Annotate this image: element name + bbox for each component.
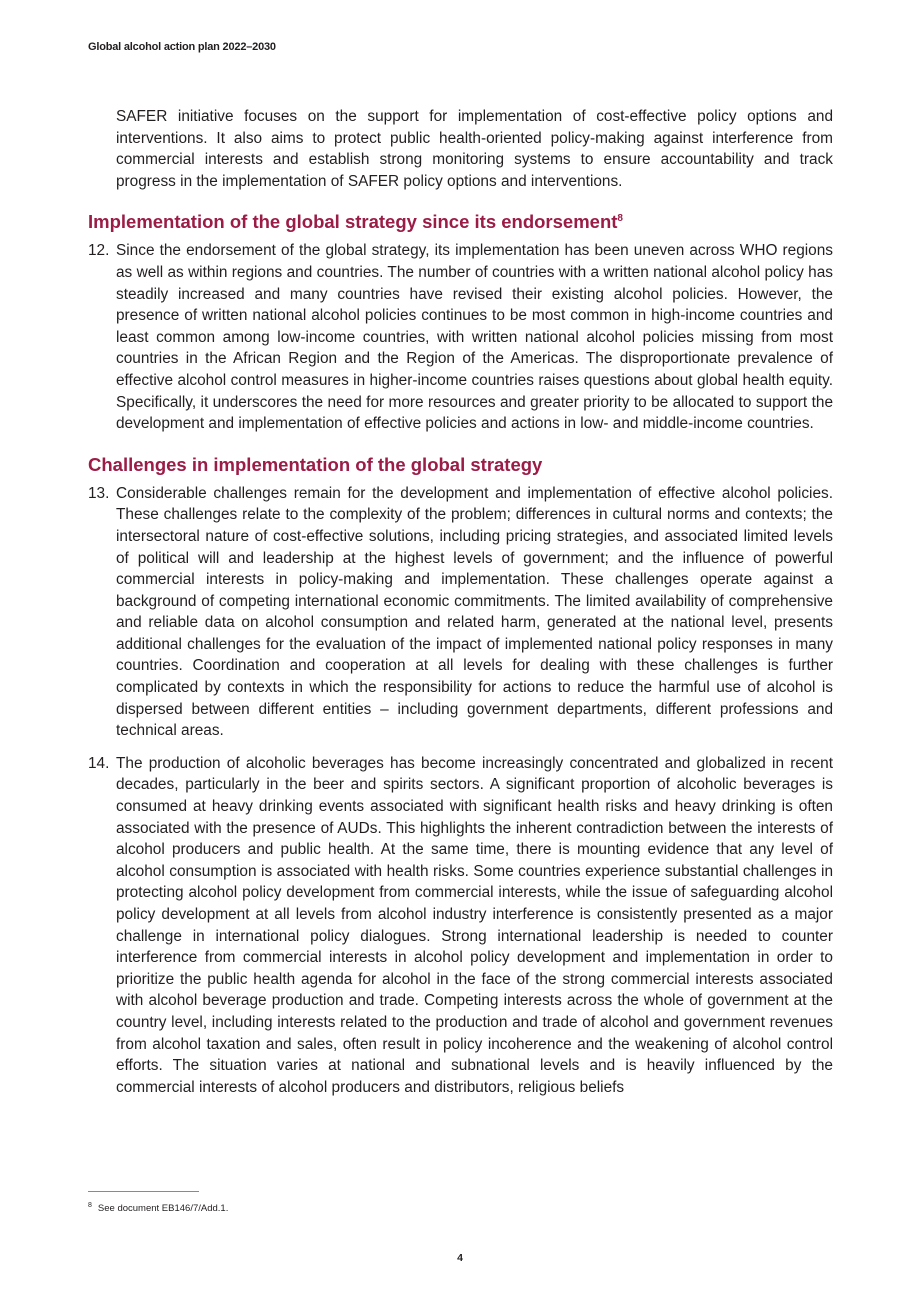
numbered-paragraph-14 — [88, 753, 833, 1099]
numbered-paragraph-13 — [88, 483, 833, 742]
paragraph-number: 12. — [88, 242, 110, 260]
intro-paragraph: SAFER initiative focuses on the support for implementation of cost-effective policy options and interventions. It also aims to protect public health-oriented policy-making against interference from commercial interests and establish strong monitoring systems to ensure accountability and track progress in the implementation of SAFER policy options and interventions. — [116, 108, 833, 190]
footnote — [88, 1203, 228, 1214]
paragraph-text: The production of alcoholic beverages has become increasingly concentrated and globalized in recent decades, particularly in the beer and spirits sectors. A significant proportion of alcoholic beverages is consumed at heavy drinking events associated with significant health risks and heavy drinking is often associated with the presence of AUDs. This highlights the inherent contradiction between the interests of alcohol producers and public health. At the same time, there is mounting evidence that any level of alcohol consumption is associated with health risks. Some countries experience substantial challenges in protecting alcohol policy development from commercial interests, while the issue of safeguarding alcohol policy development at all levels from alcohol industry interference is consistently presented as a major challenge in international policy dialogues. Strong international leadership is needed to counter interference from commercial interests in alcohol policy development and implementation in order to prioritize the public health agenda for alcohol in the face of the strong commercial interests associated with alcohol beverage production and trade. Competing interests across the whole of government at the country level, including interests related to the production and trade of alcohol and government revenues from alcohol taxation and sales, often result in policy incoherence and the weakening of alcohol control efforts. The situation varies at national and subnational levels and is heavily influenced by the commercial interests of alcohol producers and distributors, religious beliefs — [116, 754, 833, 1096]
page-number: 4 — [457, 1252, 463, 1264]
footnote-divider — [88, 1191, 199, 1192]
section-heading-challenges: Challenges in implementation of the global strategy — [88, 453, 543, 475]
paragraph-text: Considerable challenges remain for the development and implementation of effective alcohol policies. These challenges relate to the complexity of the problem; differences in cultural norms and contexts; the intersectoral nature of cost-effective solutions, including pricing strategies, and associated limited levels of political will and leadership at the highest levels of government; and the influence of powerful commercial interests in policy-making and implementation. These challenges operate against a background of competing international economic commitments. The limited availability of comprehensive and reliable data on alcohol consumption and related harm, generated at the national level, presents additional challenges for the evaluation of the impact of implemented national policy responses in many countries. Coordination and cooperation at all levels for dealing with these challenges is further complicated by contexts in which the responsibility for actions to reduce the harmful use of alcohol is dispersed between different entities – including government departments, different professions and technical areas. — [116, 484, 833, 740]
section-heading-text: Implementation of the global strategy since its endorsement — [88, 211, 618, 233]
footnote-ref-marker[interactable]: 8 — [617, 213, 623, 225]
paragraph-number: 13. — [88, 484, 110, 502]
section-heading-implementation — [88, 210, 833, 234]
footnote-marker: 8 — [88, 1201, 92, 1209]
footnote-text: See document EB146/7/Add.1. — [97, 1203, 229, 1214]
paragraph-number: 14. — [88, 754, 110, 772]
main-content — [88, 106, 833, 1098]
numbered-paragraph-12 — [88, 240, 833, 434]
paragraph-text: Since the endorsement of the global strategy, its implementation has been uneven across WHO regions as well as within regions and countries. The number of countries with a written national alcohol policy has steadily increased and many countries have revised their existing alcohol policies. However, the presence of written national alcohol policies continues to be most common in high-income countries and least common among low-income countries, with written national alcohol policies missing from most countries in the African Region and the Region of the Americas. The disproportionate prevalence of effective alcohol control measures in higher-income countries raises questions about global health equity. Specifically, it underscores the need for more resources and greater priority to be allocated to support the development and implementation of effective policies and actions in low- and middle-income countries. — [116, 242, 833, 433]
running-header: Global alcohol action plan 2022–2030 — [88, 41, 276, 53]
